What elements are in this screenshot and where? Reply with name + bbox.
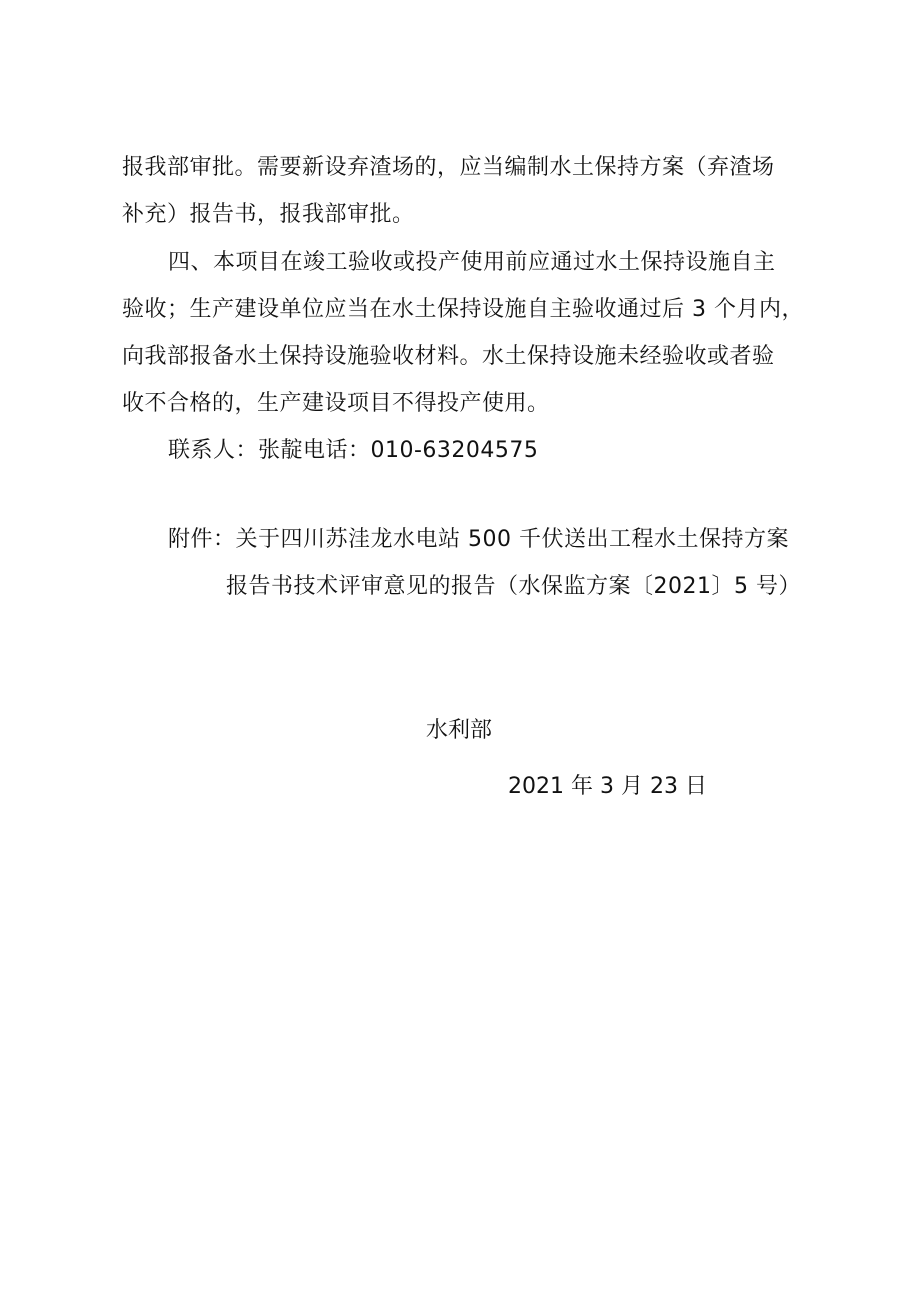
attachment-line: 附件：关于四川苏洼龙水电站 500 千伏送出工程水土保持方案 xyxy=(168,527,789,552)
body-text-line: 向我部报备水土保持设施验收材料。水土保持设施未经验收或者验 xyxy=(122,344,775,369)
paragraph-four-heading-line: 四、本项目在竣工验收或投产使用前应通过水土保持设施自主 xyxy=(168,250,776,275)
body-text-line: 报我部审批。需要新设弃渣场的，应当编制水土保持方案（弃渣场 xyxy=(122,155,775,180)
contact-info: 联系人：张靛电话：010-63204575 xyxy=(168,438,539,463)
attachment-line: 报告书技术评审意见的报告（水保监方案〔2021〕5 号） xyxy=(226,574,801,599)
issue-date: 2021 年 3 月 23 日 xyxy=(508,774,707,799)
body-text-line: 收不合格的，生产建设项目不得投产使用。 xyxy=(122,391,550,416)
body-text-line: 补充）报告书，报我部审批。 xyxy=(122,202,415,227)
issuer-name: 水利部 xyxy=(426,718,493,743)
body-text-line: 验收；生产建设单位应当在水土保持设施自主验收通过后 3 个月内， xyxy=(122,297,804,322)
